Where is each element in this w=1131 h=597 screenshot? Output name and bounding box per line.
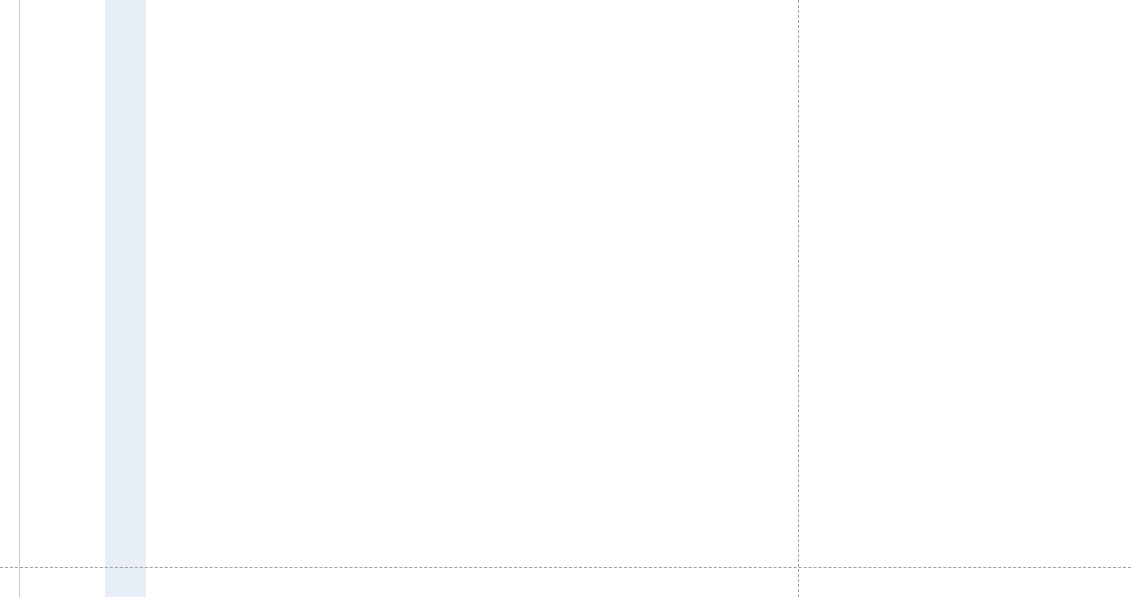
page-break-line-vertical	[798, 0, 799, 597]
focus-column-highlight	[105, 0, 146, 597]
gutter-divider	[19, 0, 20, 597]
unit-note	[300, 38, 384, 51]
page-break-line-horizontal	[0, 567, 1131, 568]
rate-note	[905, 38, 1011, 51]
